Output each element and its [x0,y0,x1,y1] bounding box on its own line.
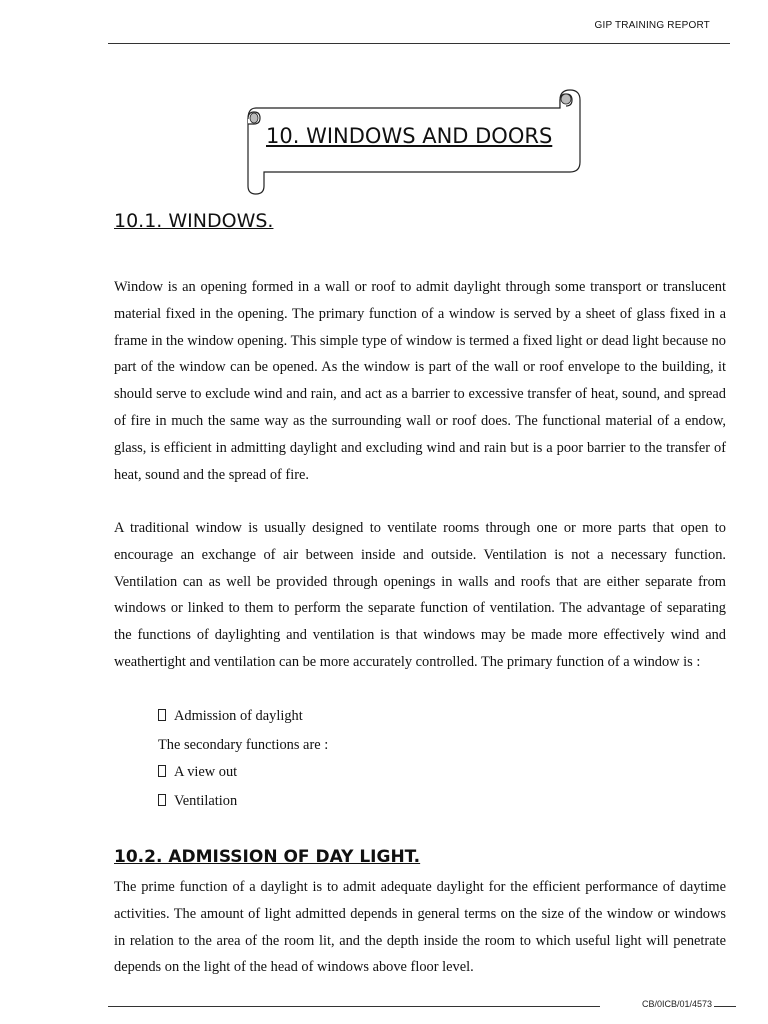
bullet-box-icon [158,794,166,806]
document-reference: CB/0ICB/01/4573 [600,999,714,1009]
section-heading-windows: 10.1. WINDOWS. [114,210,274,232]
list-item-text: A view out [174,764,238,780]
list-item-primary-function [158,707,303,725]
header-rule [108,43,730,44]
windows-paragraph-1: Window is an opening formed in a wall or roof to admit daylight through some transport or translucent material fixed in the opening. The primary function of a window is served by a sheet of glass fixed in a frame in the window opening. This simple type of window is termed a fixed light or dead light because no part of the window can be opened. As the window is part of the wall or roof envelope to the building, it should serve to exclude wind and rain, and act as a barrier to excessive transfer of heat, sound, and spread of fire in much the same way as the surrounding wall or roof does. The functional material of a endow, glass, is efficient in admitting daylight and excluding wind and rain but is a poor barrier to the transfer of heat, sound and the spread of fire. [114,279,726,483]
section-heading-daylight: 10.2. ADMISSION OF DAY LIGHT. [114,847,421,867]
secondary-functions-label: The secondary functions are : [158,737,329,753]
list-item-text: Admission of daylight [174,708,303,724]
list-item-secondary-function [158,763,237,781]
bullet-box-icon [158,709,166,721]
chapter-title: 10. WINDOWS AND DOORS [266,124,553,148]
list-item-text: Ventilation [174,793,238,809]
report-header: GIP TRAINING REPORT [594,20,710,31]
windows-paragraph-2: A traditional window is usually designed to ventilate rooms through one or more parts that open to encourage an exchange of air between inside and outside. Ventilation is not a necessary function. Ventilation can as well be provided through openings in walls and roofs that are either separate from windows or linked to them to perform the separate function of ventilation. The advantage of separating the functions of daylighting and ventilation is that windows may be made more effectively wind and weathertight and ventilation can be more accurately controlled. The primary function of a window is : [114,520,726,670]
daylight-paragraph: The prime function of a daylight is to admit adequate daylight for the efficient performance of daytime activities. The amount of light admitted depends in general terms on the size of the window or windows in relation to the area of the room lit, and the depth inside the room to which useful light will penetrate depends on the light of the head of windows above floor level. [114,879,726,976]
bullet-box-icon [158,765,166,777]
list-item-secondary-function [158,792,237,810]
